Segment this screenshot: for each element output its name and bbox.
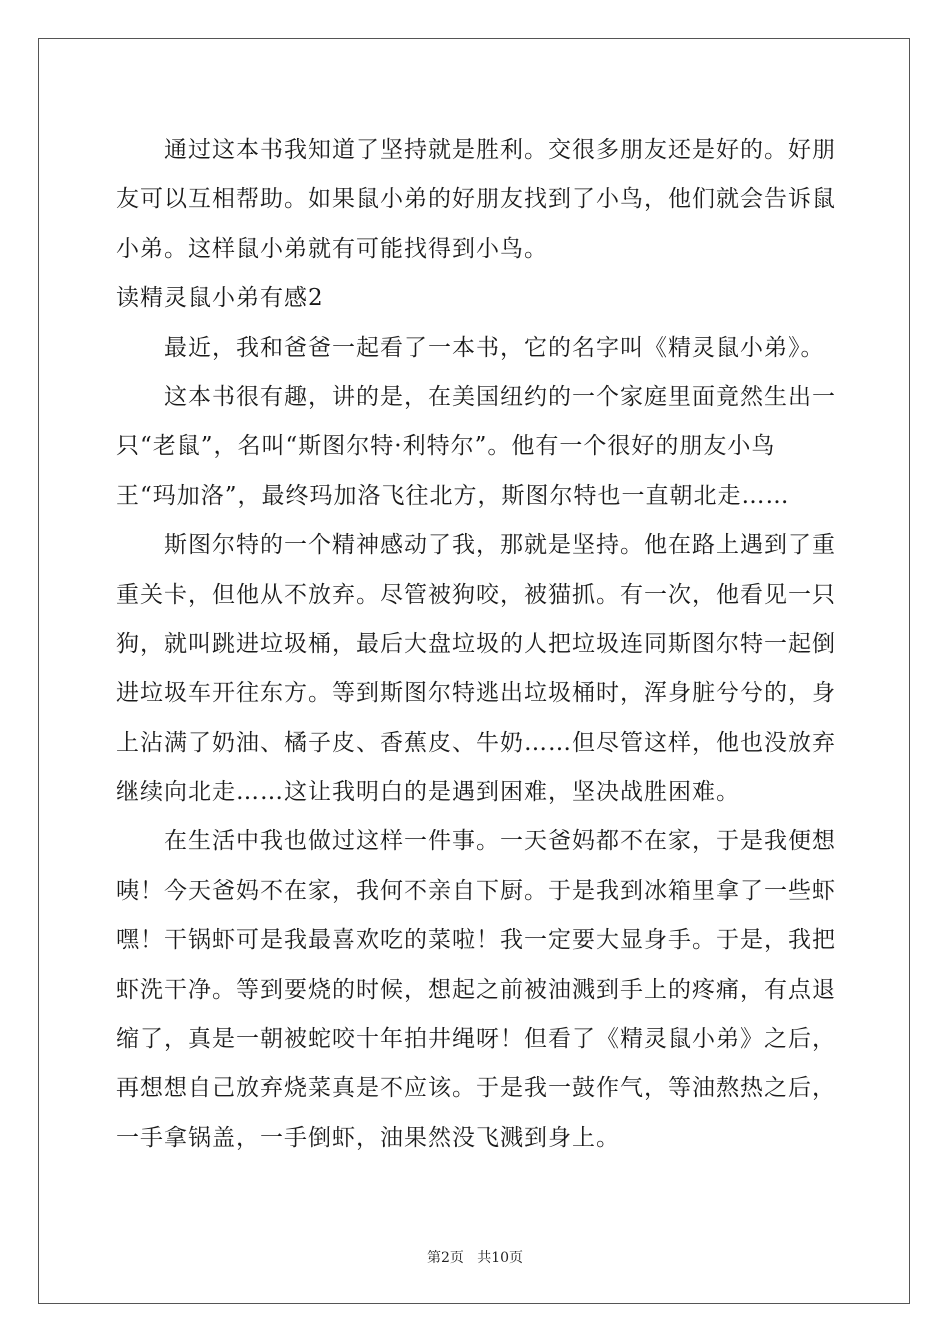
text-line: 王“玛加洛”，最终玛加洛飞往北方，斯图尔特也一直朝北走…… <box>116 482 790 509</box>
text-line: 最近，我和爸爸一起看了一本书，它的名字叫《精灵鼠小弟》。 <box>164 334 825 361</box>
text-line: 缩了，真是一朝被蛇咬十年拍井绳呀！但看了《精灵鼠小弟》之后， <box>116 1026 836 1053</box>
text-line: 通过这本书我知道了坚持就是胜利。交很多朋友还是好的。好朋 <box>164 137 836 163</box>
text-line: 小弟。这样鼠小弟就有可能找得到小鸟。 <box>116 235 548 262</box>
text-line: 在生活中我也做过这样一件事。一天爸妈都不在家，于是我便想 <box>164 828 836 855</box>
text-line: 再想想自己放弃烧菜真是不应该。于是我一鼓作气，等油熬热之后， <box>116 1075 836 1102</box>
text-line: 只“老鼠”，名叫“斯图尔特·利特尔”。他有一个很好的朋友小鸟 <box>116 433 776 460</box>
text-line: 继续向北走……这让我明白的是遇到困难，坚决战胜困难。 <box>116 779 740 806</box>
text-line: 这本书很有趣，讲的是，在美国纽约的一个家庭里面竟然生出一 <box>164 383 836 410</box>
document-body <box>116 126 838 1163</box>
text-line: 咦！今天爸妈不在家，我何不亲自下厨。于是我到冰箱里拿了一些虾 <box>116 877 836 904</box>
text-line: 虾洗干净。等到要烧的时候，想起之前被油溅到手上的疼痛，有点退 <box>116 976 836 1003</box>
text-line: 斯图尔特的一个精神感动了我，那就是坚持。他在路上遇到了重 <box>164 532 836 559</box>
text-line: 上沾满了奶油、橘子皮、香蕉皮、牛奶……但尽管这样，他也没放弃 <box>116 729 836 756</box>
text-line: 友可以互相帮助。如果鼠小弟的好朋友找到了小鸟，他们就会告诉鼠 <box>116 186 836 213</box>
text-line: 进垃圾车开往东方。等到斯图尔特逃出垃圾桶时，浑身脏兮兮的，身 <box>116 680 836 707</box>
text-line: 一手拿锅盖，一手倒虾，油果然没飞溅到身上。 <box>116 1124 620 1151</box>
section-heading: 读精灵鼠小弟有感2 <box>116 285 324 312</box>
text-line: 嘿！干锅虾可是我最喜欢吃的菜啦！我一定要大显身手。于是，我把 <box>116 927 836 954</box>
text-line: 狗，就叫跳进垃圾桶，最后大盘垃圾的人把垃圾连同斯图尔特一起倒 <box>116 630 836 657</box>
page-number: 第2页 共10页 <box>426 1250 524 1266</box>
text-line: 重关卡，但他从不放弃。尽管被狗咬，被猫抓。有一次，他看见一只 <box>116 581 836 608</box>
